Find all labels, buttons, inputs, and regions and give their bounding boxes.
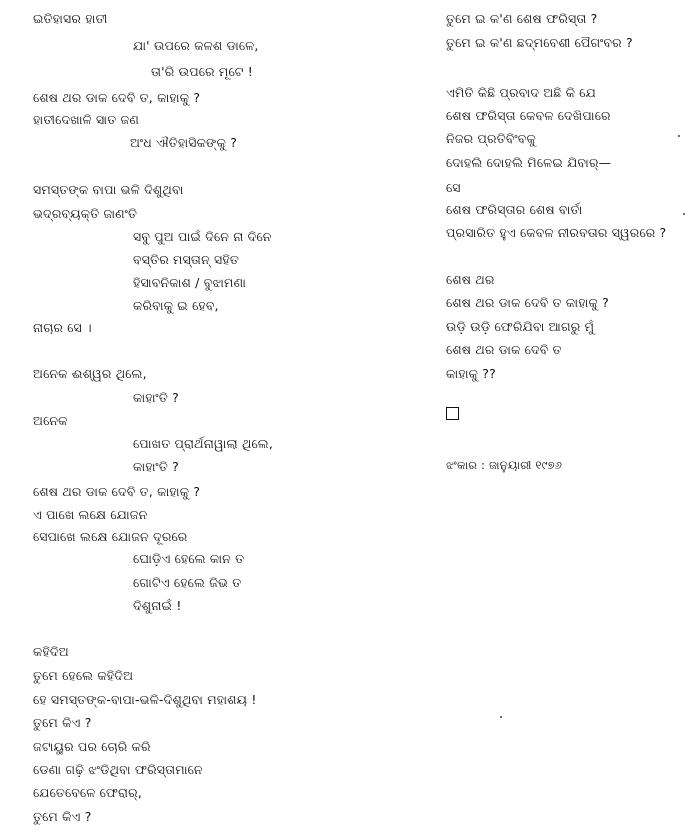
poem-line: ଯେତେବେଳେ ଫେରାର୍, bbox=[33, 785, 143, 800]
poem-line: ପୋଖତ ପ୍ରାର୍ଥନାୱାଲା ଥିଲେ, bbox=[133, 436, 274, 451]
poem-line: କାହାଂତି ? bbox=[133, 390, 179, 405]
poem-line: କହିଦିଅ bbox=[33, 644, 69, 659]
poem-line: ଶେଷ ଥର bbox=[446, 272, 495, 287]
end-square-icon bbox=[446, 407, 459, 420]
poem-line: ତୁମେ କିଏ ? bbox=[33, 715, 92, 730]
poem-line: ତୁମେ ହେଲେ କହିଦିଅ bbox=[33, 668, 134, 683]
poem-line: ନାଚାର ସେ । bbox=[33, 320, 92, 335]
poem-line: ଅନେକ bbox=[33, 413, 68, 428]
scan-speck bbox=[678, 135, 680, 137]
poem-line: ଜଟାୟୁର ପର ଚୋରି କରି bbox=[33, 739, 151, 754]
poem-line: ଭଦ୍ରବ୍ୟକ୍ତି ଜାଣଂତି bbox=[33, 206, 138, 221]
poem-line: ଶେଷ ଫରିସ୍ତା କେବଳ ଦେଖିପାରେ bbox=[446, 108, 611, 123]
poem-line: ହାତୀଦେଖାଳି ସାତ ଜଣ bbox=[33, 112, 140, 127]
poem-line: ଦୋହଲି ଦୋହଲି ମିଳେଇ ଯିବାର୍— bbox=[446, 155, 612, 170]
poem-line: ଏ ପାଖେ ଲକ୍ଷେ ଯୋଜନ bbox=[33, 507, 148, 522]
poem-line: ଶେଷ ଥର ଡାକ ଦେବି ତ, କାହାକୁ ? bbox=[33, 90, 201, 105]
poem-line: କାହାଂତି ? bbox=[133, 459, 179, 474]
poem-line: ଏମିତି କିଛି ପ୍ରବାଦ ଅଛି କି ଯେ bbox=[446, 85, 596, 100]
poem-line: ଶେଷ ଫରିସ୍ତାର ଶେଷ ବାର୍ତା bbox=[446, 202, 583, 217]
poem-line: ତୁମେ କିଏ ? bbox=[33, 809, 92, 824]
poem-line: ସେପାଖେ ଲକ୍ଷେ ଯୋଜନ ଦୂରରେ bbox=[33, 529, 188, 544]
poem-line: ହେ ସମସ୍ତଙ୍କ-ବାପା-ଭଳି-ଦିଶୁଥିବା ମହାଶୟ ! bbox=[33, 692, 257, 707]
poem-line: ହିସାବନିକାଶ / ବୁଝାମଣା bbox=[133, 275, 247, 290]
poem-line: ତା'ରି ଉପରେ ମୂଟେ ! bbox=[151, 64, 253, 79]
poem-line: ଶେଷ ଥର ଡାକ ଦେବି ତ bbox=[446, 342, 562, 357]
source-note: ଝଂକାର : ଜାନୁୟାରୀ ୧୯୭୬ bbox=[446, 458, 563, 472]
poem-line: ସମସ୍ତଙ୍କ ବାପା ଭଳି ଦିଶୁଥିବା bbox=[33, 182, 184, 197]
poem-line: ଘୋଡ଼ିଏ ହେଲେ କାନ ତ bbox=[133, 551, 245, 566]
poem-line: ସବୁ ପୁଅ ପାଇଁ ଦିନେ ନା ଦିନେ bbox=[133, 229, 272, 244]
poem-line: ଗୋଟିଏ ହେଲେ ଜିଭ ତ bbox=[133, 575, 242, 590]
poem-line: ଡେଣା ଗଢ଼ି ଝଂଡିଥିବା ଫରିସ୍ତାମାନେ bbox=[33, 762, 203, 777]
poem-line: ଉଡ଼ି ଉଡ଼ି ଫେରିଯିବା ଆଗରୁ ମୁଁ bbox=[446, 319, 595, 334]
poem-line: ଅନେକ ଈଶ୍ୱର ଥିଲେ, bbox=[33, 366, 147, 381]
scan-speck bbox=[500, 716, 502, 718]
poem-line: ନିଜର ପ୍ରତିବିଂବକୁ bbox=[446, 131, 536, 146]
poem-line: ତୁମେ ଇ କ'ଣ ଶେଷ ଫରିସ୍ତା ? bbox=[446, 11, 598, 26]
poem-line: ସେ bbox=[446, 180, 461, 195]
poem-line: କରିବାକୁ ଇ ହେବ, bbox=[133, 298, 219, 313]
poem-line: ତୁମେ ଇ କ'ଣ ଛଦ୍ମବେଶୀ ପୈଗଂବର ? bbox=[446, 35, 633, 50]
poem-line: ଦିଶୁନାଇଁ ! bbox=[133, 598, 182, 613]
poem-line: ଯା' ଉପରେ କଳଶ ଡାଳେ, bbox=[133, 38, 259, 53]
poem-line: କାହାକୁ ?? bbox=[446, 366, 496, 381]
poem-line: ଅଂଧ ଐତିହାସିକଙ୍କୁ ? bbox=[130, 135, 238, 150]
poem-line: ଶେଷ ଥର ଡାକ ଦେବି ତ କାହାକୁ ? bbox=[446, 295, 610, 310]
poem-line: ଇତିହାସର ହାତୀ bbox=[33, 11, 108, 26]
poem-line: ପ୍ରସାରିତ ହୁଏ କେବଳ ନୀରବତାର ସ୍ୱରରେ ? bbox=[446, 225, 667, 240]
scan-speck bbox=[683, 213, 685, 215]
poem-line: ବସ୍ତିର ମସ୍ତାନ୍ ସହିତ bbox=[133, 252, 240, 267]
poem-line: ଶେଷ ଥର ଡାକ ଦେବି ତ, କାହାକୁ ? bbox=[33, 484, 201, 499]
